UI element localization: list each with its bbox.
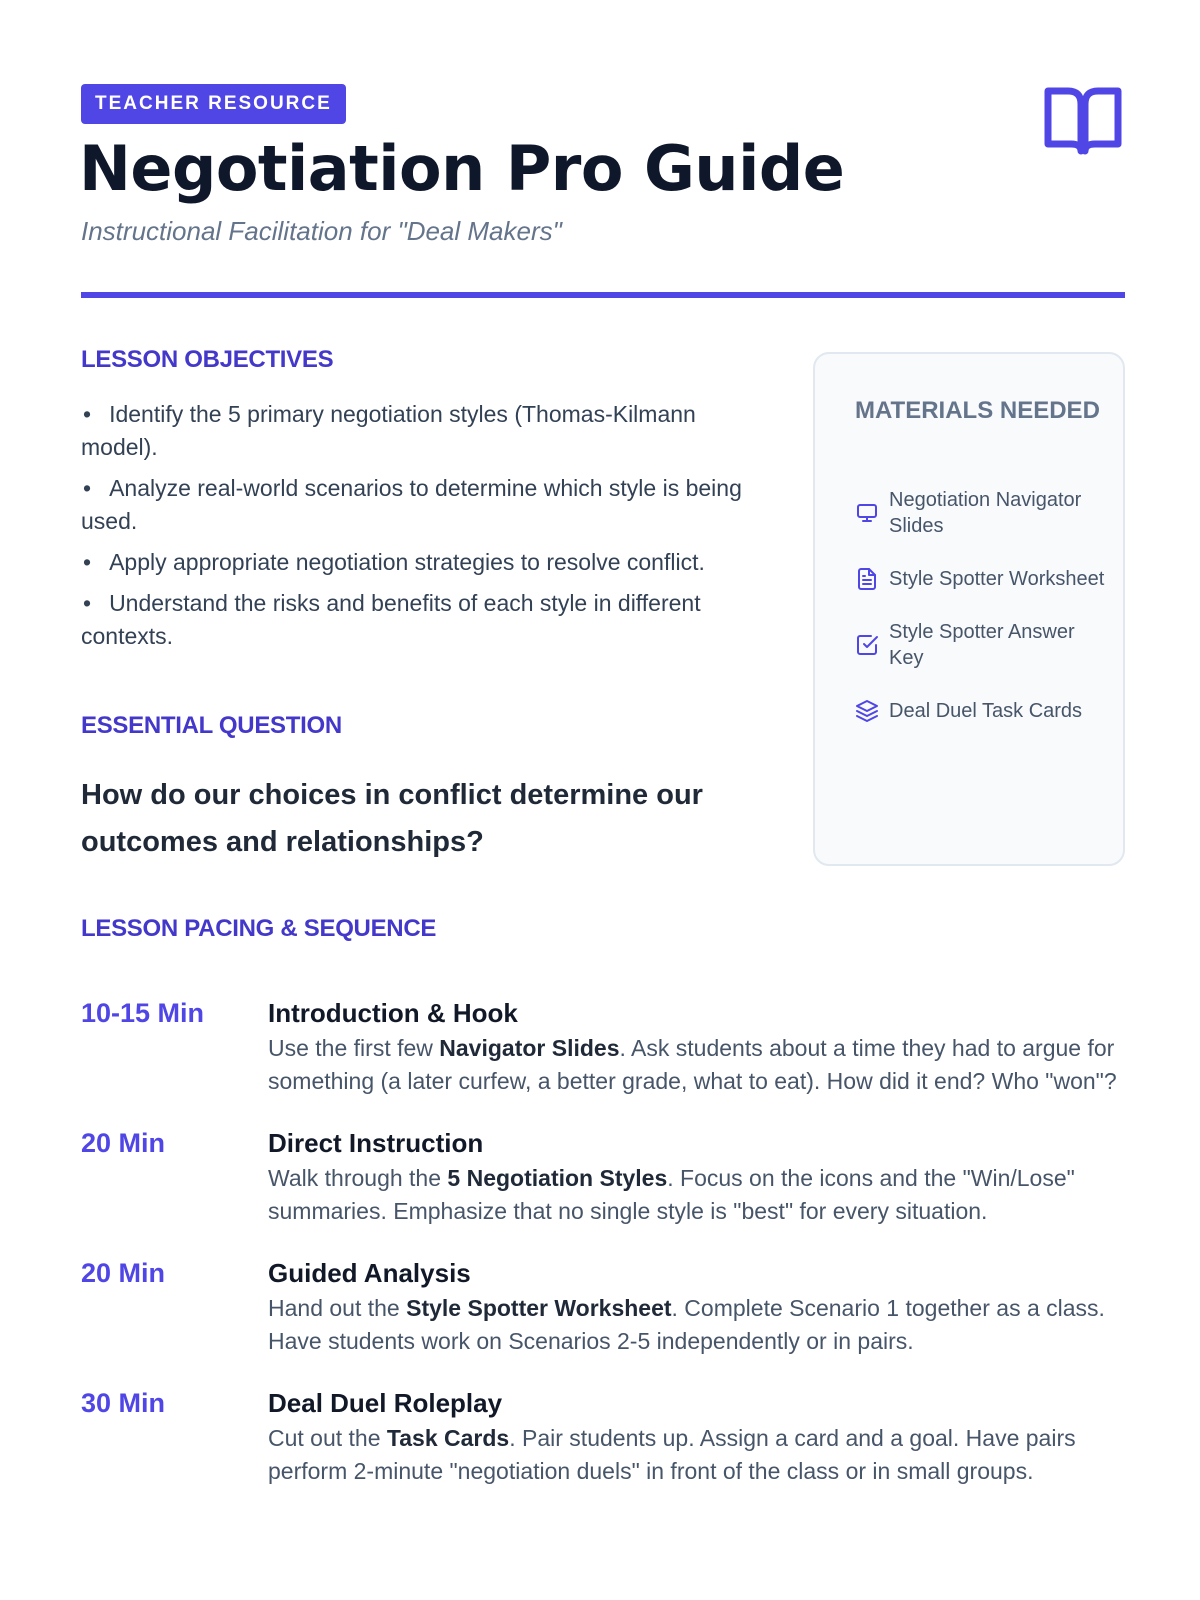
essential-question-heading: ESSENTIAL QUESTION xyxy=(81,712,342,739)
material-item xyxy=(855,480,1105,546)
materials-list xyxy=(855,480,1105,744)
material-label: Negotiation Navigator Slides xyxy=(889,489,1082,537)
essential-question-text: How do our choices in conflict determine our outcomes and relationships? xyxy=(81,779,703,858)
pacing-row xyxy=(81,1386,1125,1488)
material-label: Style Spotter Answer Key xyxy=(889,621,1075,669)
pacing-title: Direct Instruction xyxy=(268,1128,484,1158)
material-item xyxy=(855,678,1105,744)
objective-item: • Analyze real-world scenarios to determine which style is being used. xyxy=(81,472,771,538)
pacing-body xyxy=(268,1126,1125,1228)
objectives-list xyxy=(81,398,771,661)
pacing-description: Cut out the Task Cards. Pair students up. Assign a card and a goal. Have pairs perform 2-minute "negotiation duels" in front of the class or in small groups. xyxy=(268,1425,1076,1484)
pacing-row xyxy=(81,1126,1125,1228)
material-item xyxy=(855,546,1105,612)
header-divider xyxy=(81,292,1125,298)
material-label: Deal Duel Task Cards xyxy=(889,700,1083,722)
pacing-body xyxy=(268,1256,1125,1358)
pacing-title: Deal Duel Roleplay xyxy=(268,1388,503,1418)
material-item xyxy=(855,612,1105,678)
page-subtitle: Instructional Facilitation for "Deal Makers" xyxy=(81,216,562,246)
material-label: Style Spotter Worksheet xyxy=(889,568,1105,590)
pacing-description: Hand out the Style Spotter Worksheet. Complete Scenario 1 together as a class. Have students work on Scenarios 2-5 independently or in pairs. xyxy=(268,1295,1105,1354)
pacing-body xyxy=(268,1386,1125,1488)
pacing-row xyxy=(81,1256,1125,1358)
materials-panel xyxy=(813,352,1125,866)
pacing-title: Guided Analysis xyxy=(268,1258,471,1288)
pacing-description: Walk through the 5 Negotiation Styles. Focus on the icons and the "Win/Lose" summaries. Emphasize that no single style is "best" for every situation. xyxy=(268,1165,1075,1224)
pacing-time: 20 Min xyxy=(81,1128,166,1158)
document-icon xyxy=(855,567,879,591)
pacing-description: Use the first few Navigator Slides. Ask students about a time they had to argue for something (a later curfew, a better grade, what to eat). How did it end? Who "won"? xyxy=(268,1035,1117,1094)
book-open-icon xyxy=(1044,86,1122,158)
pacing-time: 30 Min xyxy=(81,1388,166,1418)
objective-item: • Identify the 5 primary negotiation styles (Thomas-Kilmann model). xyxy=(81,398,771,464)
pacing-time: 20 Min xyxy=(81,1258,166,1288)
pacing-row xyxy=(81,996,1125,1098)
pacing-title: Introduction & Hook xyxy=(268,998,518,1028)
objectives-heading: LESSON OBJECTIVES xyxy=(81,346,334,373)
page-title: Negotiation Pro Guide xyxy=(79,132,845,205)
objective-item: • Understand the risks and benefits of each style in different contexts. xyxy=(81,587,771,653)
materials-heading: MATERIALS NEEDED xyxy=(855,397,1100,424)
presentation-icon xyxy=(855,501,879,525)
pacing-list xyxy=(81,996,1125,1488)
pacing-body xyxy=(268,996,1125,1098)
checkbox-icon xyxy=(855,633,879,657)
layers-icon xyxy=(855,699,879,723)
pacing-heading: LESSON PACING & SEQUENCE xyxy=(81,915,437,942)
pacing-time: 10-15 Min xyxy=(81,998,205,1028)
objective-item: • Apply appropriate negotiation strategies to resolve conflict. xyxy=(81,546,771,579)
teacher-resource-badge: TEACHER RESOURCE xyxy=(81,84,346,124)
